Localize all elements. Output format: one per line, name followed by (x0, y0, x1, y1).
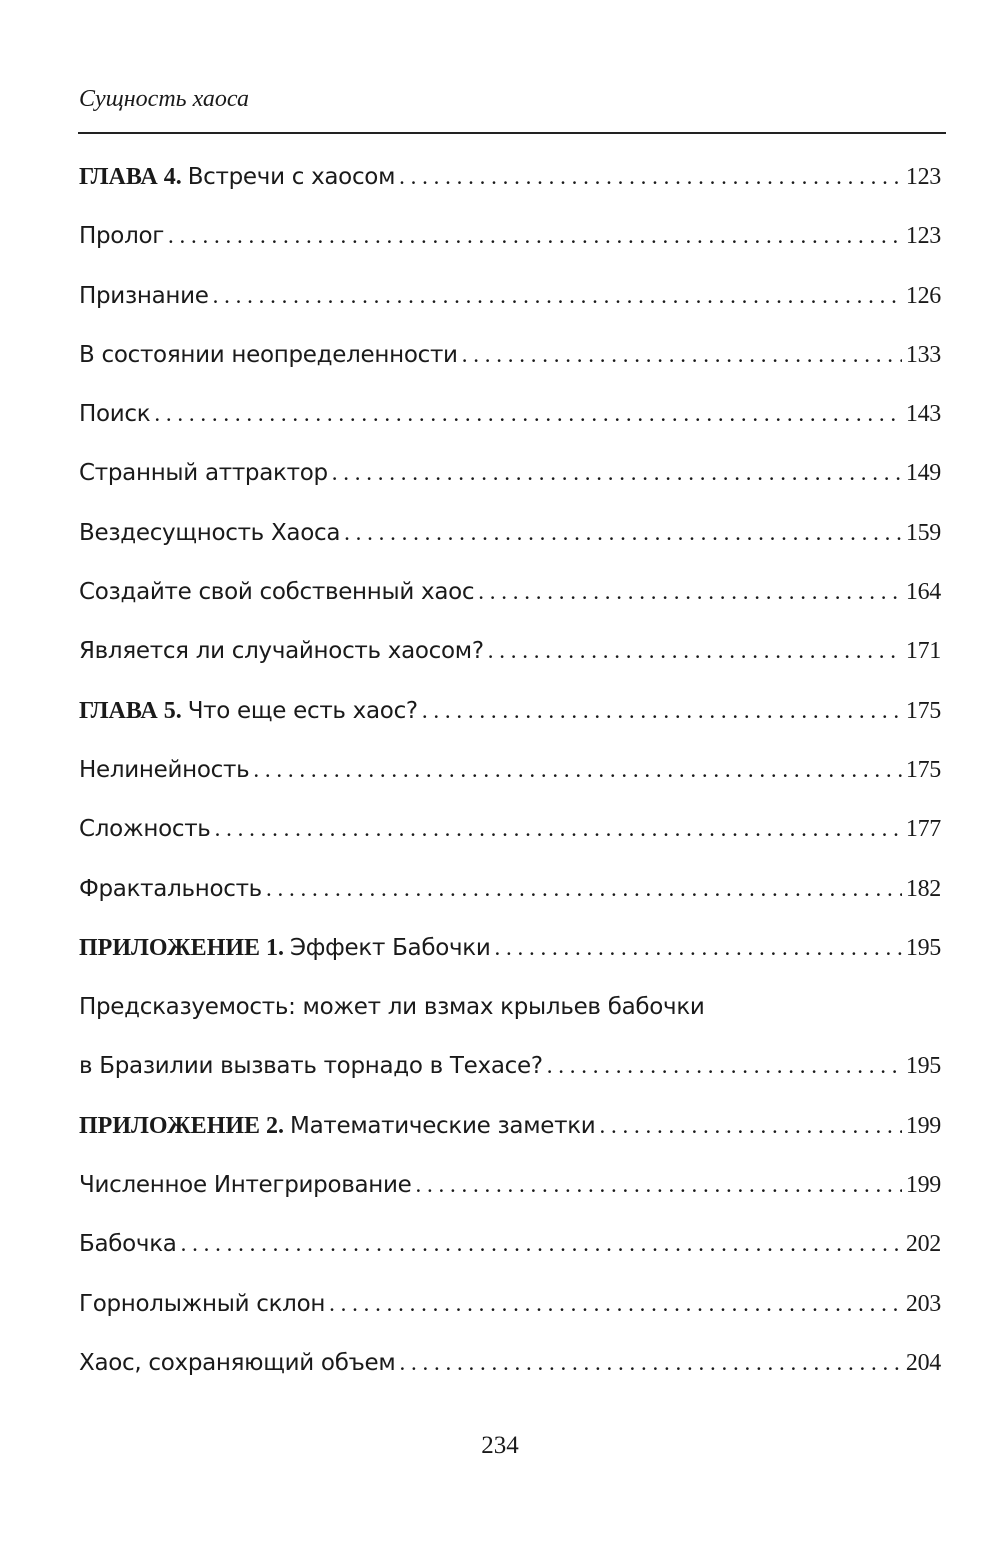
entry-page-number: 195 (905, 1053, 941, 1080)
entry-page-number: 204 (905, 1349, 941, 1376)
entry-page-number: 133 (905, 341, 941, 368)
entry-label: ГЛАВА 5. (79, 697, 182, 724)
toc-entry (79, 1291, 941, 1350)
entry-title: Вездесущность Хаоса (79, 519, 341, 546)
entry-page-number: 175 (905, 697, 941, 724)
entry-title: Горнолыжный склон (79, 1290, 326, 1317)
toc-entry (79, 164, 941, 223)
toc-entry (79, 1053, 941, 1112)
entry-title: В состоянии неопределенности (79, 341, 458, 368)
dot-leader (599, 1113, 901, 1139)
entry-title: Создайте свой собственный хаос (79, 579, 475, 606)
entry-page-number: 199 (905, 1112, 941, 1139)
header-rule (78, 132, 946, 134)
entry-page-number: 182 (905, 875, 941, 902)
entry-title: в Бразилии вызвать торнадо в Техасе? (79, 1053, 543, 1080)
entry-title: Является ли случайность хаосом? (79, 638, 484, 665)
dot-leader (168, 223, 902, 249)
entry-page-number: 143 (905, 401, 941, 428)
toc-entry (79, 994, 941, 1053)
entry-page-number: 177 (905, 816, 941, 843)
dot-leader (399, 164, 902, 190)
table-of-contents (79, 164, 941, 1409)
entry-label: ГЛАВА 4. (79, 164, 182, 190)
dot-leader (495, 935, 902, 961)
entry-title: Численное Интегрирование (79, 1172, 412, 1199)
dot-leader (329, 1291, 902, 1317)
toc-entry (79, 816, 941, 875)
entry-title: Математические заметки (290, 1112, 596, 1139)
dot-leader (181, 1231, 902, 1257)
toc-entry (79, 1350, 941, 1409)
entry-title: Пролог (79, 223, 165, 250)
entry-title: Встречи с хаосом (187, 164, 396, 190)
entry-title: Предсказуемость: может ли взмах крыльев бабочки (79, 994, 705, 1021)
dot-leader (547, 1053, 902, 1079)
dot-leader (422, 698, 902, 724)
toc-entry (79, 935, 941, 994)
entry-page-number: 171 (905, 638, 941, 665)
toc-entry (79, 1113, 941, 1172)
entry-label: ПРИЛОЖЕНИЕ 1. (79, 934, 285, 961)
toc-entry (79, 401, 941, 460)
dot-leader (213, 283, 902, 309)
toc-entry (79, 283, 941, 342)
toc-entry (79, 223, 941, 282)
toc-entry (79, 1231, 941, 1290)
entry-page-number: 195 (905, 934, 941, 961)
dot-leader (399, 1350, 901, 1376)
entry-page-number: 126 (905, 282, 941, 309)
entry-page-number: 202 (905, 1231, 941, 1258)
toc-entry (79, 460, 941, 519)
entry-page-number: 199 (905, 1172, 941, 1199)
entry-page-number: 164 (905, 579, 941, 606)
toc-entry (79, 579, 941, 638)
entry-title: Что еще есть хаос? (187, 697, 418, 724)
entry-page-number: 203 (905, 1290, 941, 1317)
dot-leader (488, 638, 902, 664)
toc-entry (79, 342, 941, 401)
entry-title: Поиск (79, 401, 151, 428)
entry-title: Нелинейность (79, 756, 250, 783)
dot-leader (478, 579, 902, 605)
dot-leader (462, 342, 902, 368)
page-number: 234 (481, 1432, 519, 1459)
toc-entry (79, 757, 941, 816)
entry-page-number: 123 (905, 164, 941, 190)
entry-title: Признание (79, 282, 209, 309)
entry-label: ПРИЛОЖЕНИЕ 2. (79, 1112, 285, 1139)
dot-leader (332, 460, 902, 486)
toc-entry (79, 1172, 941, 1231)
toc-entry (79, 638, 941, 697)
dot-leader (266, 876, 902, 902)
entry-page-number: 123 (905, 223, 941, 250)
entry-page-number: 159 (905, 519, 941, 546)
entry-title: Фрактальность (79, 875, 262, 902)
entry-title: Эффект Бабочки (290, 934, 491, 961)
dot-leader (154, 401, 902, 427)
dot-leader (416, 1172, 902, 1198)
entry-page-number: 149 (905, 460, 941, 487)
dot-leader (215, 816, 902, 842)
entry-page-number: 175 (905, 756, 941, 783)
dot-leader (253, 757, 902, 783)
entry-title: Хаос, сохраняющий объем (79, 1349, 396, 1376)
toc-entry (79, 698, 941, 757)
dot-leader (344, 520, 902, 546)
toc-entry (79, 520, 941, 579)
entry-title: Сложность (79, 816, 211, 843)
running-head: Сущность хаоса (79, 86, 249, 112)
entry-title: Бабочка (79, 1231, 177, 1258)
entry-title: Странный аттрактор (79, 460, 328, 487)
toc-entry (79, 876, 941, 935)
